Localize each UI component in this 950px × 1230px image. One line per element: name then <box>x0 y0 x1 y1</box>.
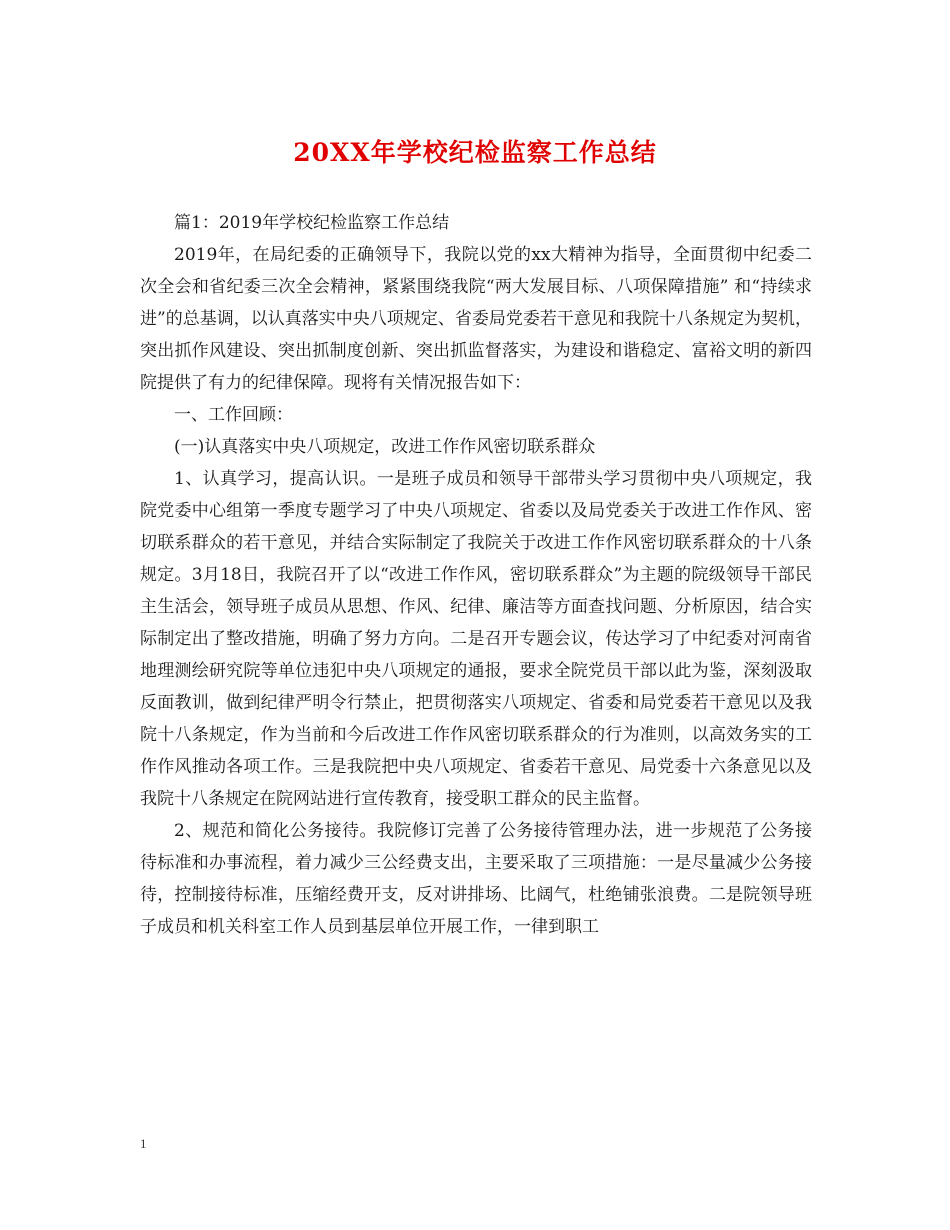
page-number: 1 <box>140 1136 147 1151</box>
paragraph-section-heading: 一、工作回顾： <box>174 405 293 425</box>
paragraph-item-1: 1、认真学习，提高认识。一是班子成员和领导干部带头学习贯彻中央八项规定，我院党委中心组第一季度专题学习了中央八项规定、省委以及局党委关于改进工作作风、密切联系群众的若干意见，并结合实际制定了我院关于改进工作作风密切联系群众的十八条规定。3月18日，我院召开了以“改进工作作风，密切联系群众”为主题的院级领导干部民主生活会，领导班子成员从思想、作风、纪律、廉洁等方面查找问题、分析原因，结合实际制定出了整改措施，明确了努力方向。二是召开专题会议，传达学习了中纪委对河南省地理测绘研究院等单位违犯中央八项规定的通报，要求全院党员干部以此为鉴，深刻汲取反面教训，做到纪律严明令行禁止，把贯彻落实八项规定、省委和局党委若干意见以及我院十八条规定，作为当前和今后改进工作作风密切联系群众的行为准则，以高效务实的工作作风推动各项工作。三是我院把中央八项规定、省委若干意见、局党委十六条意见以及我院十八条规定在院网站进行宣传教育，接受职工群众的民主监督。 <box>140 469 812 809</box>
document-title: 20XX年学校纪检监察工作总结 <box>293 138 657 167</box>
paragraph-subsection-heading: (一)认真落实中央八项规定，改进工作作风密切联系群众 <box>174 437 596 457</box>
paragraph-chapter-heading: 篇1：2019年学校纪检监察工作总结 <box>174 213 450 233</box>
document-body <box>140 207 812 943</box>
paragraph-intro: 2019年，在局纪委的正确领导下，我院以党的xx大精神为指导，全面贯彻中纪委二次全会和省纪委三次全会精神，紧紧围绕我院“两大发展目标、八项保障措施” 和“持续求进”的总基调，以认真落实中央八项规定、省委局党委若干意见和我院十八条规定为契机，突出抓作风建设、突出抓制度创新、突出抓监督落实，为建设和谐稳定、富裕文明的新四院提供了有力的纪律保障。现将有关情况报告如下： <box>140 245 812 393</box>
paragraph-item-2: 2、规范和简化公务接待。我院修订完善了公务接待管理办法，进一步规范了公务接待标准和办事流程，着力减少三公经费支出，主要采取了三项措施：一是尽量减少公务接待，控制接待标准，压缩经费开支，反对讲排场、比阔气，杜绝铺张浪费。二是院领导班子成员和机关科室工作人员到基层单位开展工作，一律到职工 <box>140 821 812 937</box>
